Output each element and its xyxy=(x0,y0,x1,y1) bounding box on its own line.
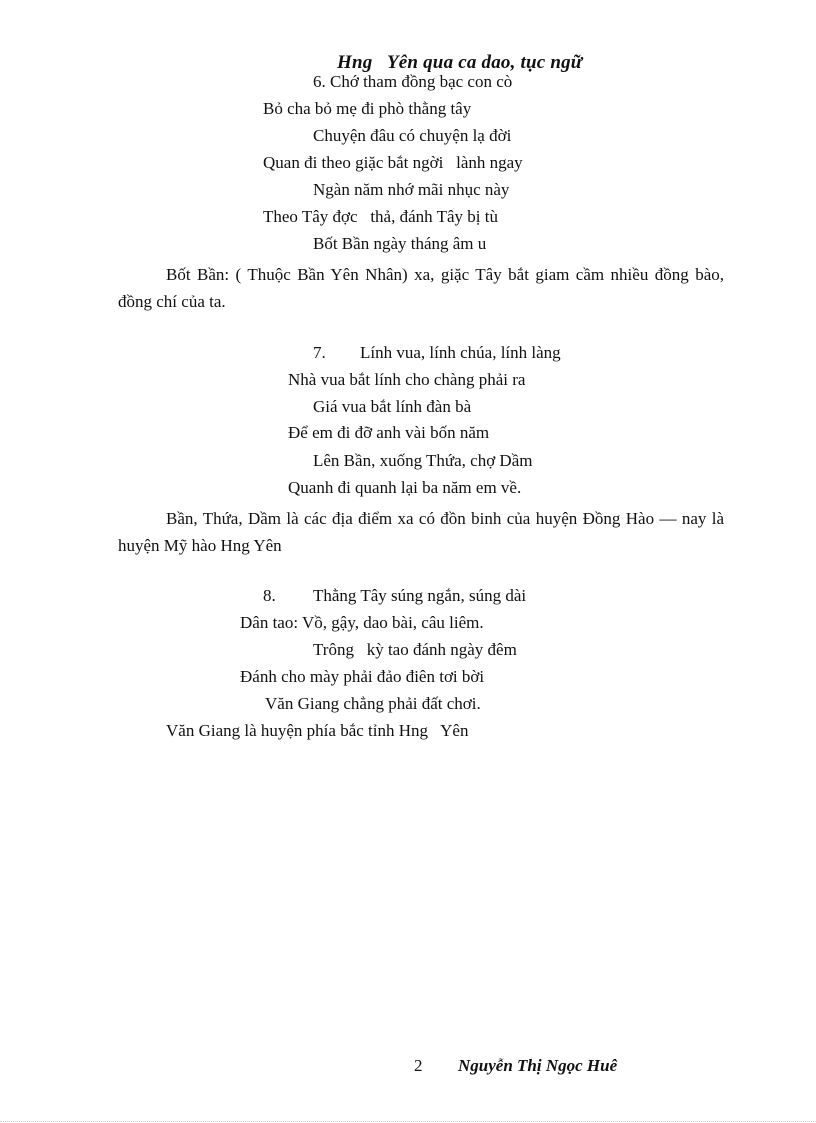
verse-line: 6. Chớ tham đồng bạc con cò xyxy=(313,72,513,91)
verse-line: Thằng Tây súng ngắn, súng dài xyxy=(313,586,527,605)
verse-line: Bốt Bần ngày tháng âm u xyxy=(313,234,487,253)
verse-line: Lên Bần, xuống Thứa, chợ Dầm xyxy=(313,451,533,470)
verse-number: 8. xyxy=(263,586,276,605)
note-paragraph: Bần, Thứa, Dầm là các địa điểm xa có đồn binh của huyện Đồng Hào — nay là huyện Mỹ hào Hng Yên xyxy=(118,509,724,555)
verse-line: Đánh cho mày phải đảo điên tơi bời xyxy=(240,667,485,686)
note-paragraph: Bốt Bần: ( Thuộc Bần Yên Nhân) xa, giặc Tây bắt giam cầm nhiều đồng bào, đồng chí của ta. xyxy=(118,265,724,311)
verse-line: Theo Tây đợc thả, đánh Tây bị tù xyxy=(263,207,498,226)
note-paragraph: Văn Giang là huyện phía bắc tỉnh Hng Yên xyxy=(166,721,469,740)
verse-line: Lính vua, lính chúa, lính làng xyxy=(360,343,561,362)
verse-line: Trông kỳ tao đánh ngày đêm xyxy=(313,640,517,659)
page-title: Hng Yên qua ca dao, tục ngữ xyxy=(337,52,583,73)
verse-line: Để em đi đỡ anh vài bốn năm xyxy=(288,423,490,442)
footer-author: Nguyễn Thị Ngọc Huê xyxy=(458,1056,618,1075)
page-bottom-rule xyxy=(0,1121,816,1122)
verse-line: Ngàn năm nhớ mãi nhục này xyxy=(313,180,510,199)
verse-line: Dân tao: Vồ, gậy, dao bài, câu liêm. xyxy=(240,613,484,632)
verse-line: Văn Giang chẳng phải đất chơi. xyxy=(265,694,481,713)
verse-number: 7. xyxy=(313,343,326,362)
verse-line: Bỏ cha bỏ mẹ đi phò thằng tây xyxy=(263,99,472,118)
verse-line: Nhà vua bắt lính cho chàng phải ra xyxy=(288,370,526,389)
verse-line: Quanh đi quanh lại ba năm em về. xyxy=(288,478,522,497)
page-number: 2 xyxy=(414,1056,423,1075)
verse-line: Quan đi theo giặc bắt ngời lành ngay xyxy=(263,153,523,172)
verse-line: Chuyện đâu có chuyện lạ đời xyxy=(313,126,512,145)
verse-line: Giá vua bắt lính đàn bà xyxy=(313,397,472,416)
